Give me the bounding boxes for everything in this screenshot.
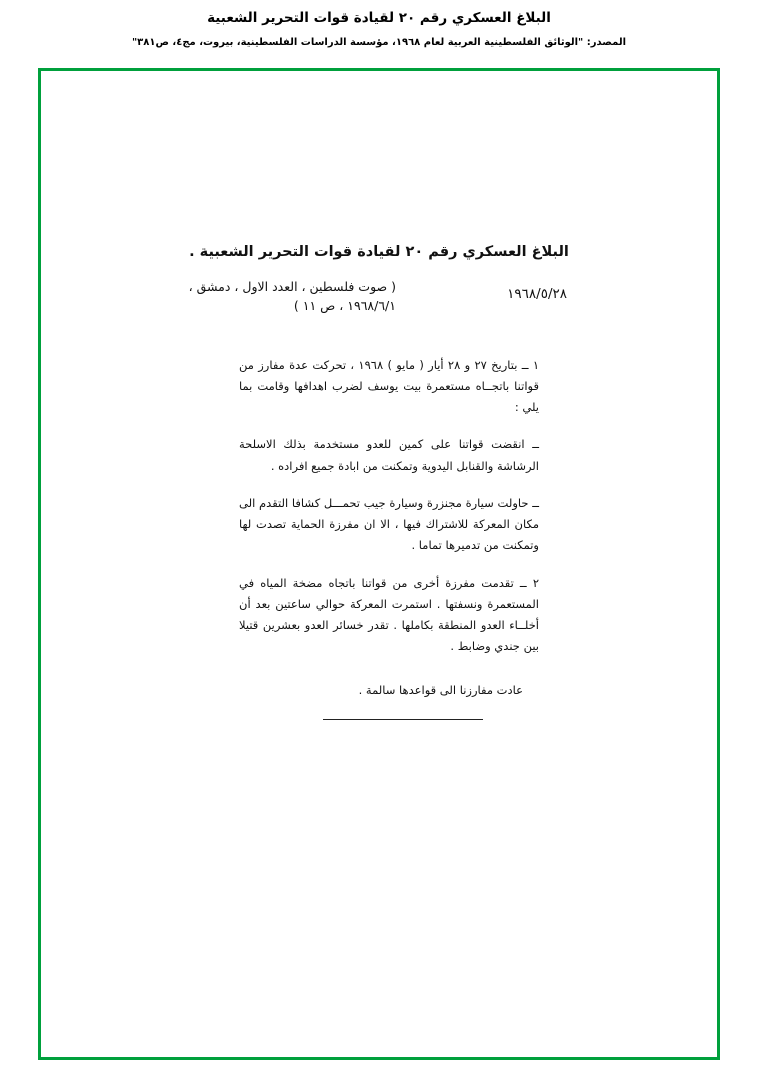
paragraph-4: ٢ ــ تقدمت مفرزة أخرى من قواتنا باتجاه مضخة المياه في المستعمرة ونسفتها . استمرت المعركة حوالي ساعتين بعد أن أخلــاء العدو المنطقة بكاملها . تقدر خسائر العدو بعشرين قتيلا بين جندي وضابط . <box>239 575 539 654</box>
paragraph-1: ١ ــ بتاريخ ٢٧ و ٢٨ أيار ( مايو ) ١٩٦٨ ، تحركت عدة مفارز من قواتنا باتجــاه مستعمرة بيت يوسف لضرب اهدافها وقامت بما يلي : <box>239 357 539 415</box>
document-source-reference <box>146 277 396 316</box>
paragraph-3: ــ حاولت سيارة مجنزرة وسيارة جيب تحمـــل كشافا التقدم الى مكان المعركة للاشتراك فيها ، الا ان مفرزة الحماية تصدت لها وتمكنت من تدميرها تماما . <box>239 495 539 553</box>
document-page <box>41 71 717 1057</box>
paragraph-2: ــ انقضت قواتنا على كمين للعدو مستخدمة بذلك الاسلحة الرشاشة والقنابل اليدوية وتمكنت من ابادة جميع افراده . <box>239 437 539 473</box>
document-date: ١٩٦٨/٥/٢٨ <box>507 286 567 302</box>
paragraph-5: عادت مفارزنا الى قواعدها سالمة . <box>358 682 523 697</box>
header-source-citation: المصدر: "الوثائق الفلسطينية العربية لعام ١٩٦٨، مؤسسة الدراسات الفلسطينية، بيروت، مج٤، ص٣٨١" <box>131 36 627 48</box>
horizontal-rule <box>323 719 483 720</box>
source-reference-line-2: ١٩٦٨/٦/١ ، ص ١١ ) <box>293 298 396 314</box>
document-frame <box>38 68 720 1060</box>
source-reference-line-1: ( صوت فلسطين ، العدد الاول ، دمشق ، <box>188 279 396 294</box>
header-title: البلاغ العسكري رقم ٢٠ لقيادة قوات التحرير الشعبية <box>207 10 551 26</box>
document-body <box>239 343 539 717</box>
document-title: البلاغ العسكري رقم ٢٠ لقيادة قوات التحرير الشعبية . <box>189 244 569 260</box>
page-header <box>0 0 758 48</box>
